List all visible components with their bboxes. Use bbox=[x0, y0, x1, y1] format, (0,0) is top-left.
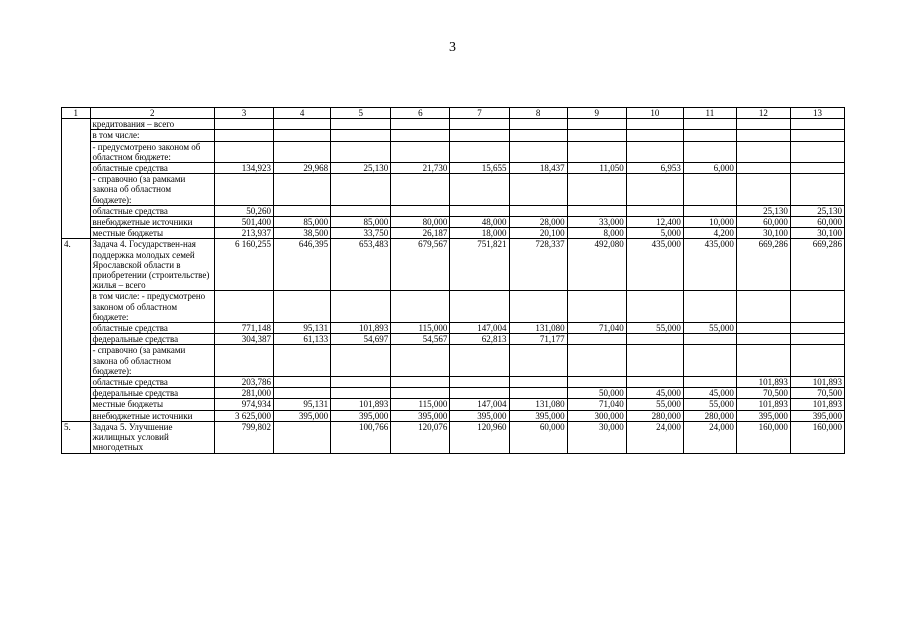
value-cell: 29,968 bbox=[274, 163, 331, 174]
value-cell: 30,000 bbox=[567, 421, 626, 453]
value-cell: 974,934 bbox=[214, 399, 273, 410]
value-cell bbox=[790, 291, 844, 323]
value-cell: 30,100 bbox=[736, 228, 790, 239]
row-label-cell: федеральные средства bbox=[90, 334, 214, 345]
value-cell: 3 625,000 bbox=[214, 410, 273, 421]
value-cell bbox=[450, 388, 509, 399]
value-cell: 160,000 bbox=[790, 421, 844, 453]
value-cell bbox=[331, 377, 391, 388]
value-cell: 54,697 bbox=[331, 334, 391, 345]
table-row bbox=[62, 399, 845, 410]
column-header: 12 bbox=[736, 108, 790, 119]
value-cell: 395,000 bbox=[331, 410, 391, 421]
value-cell: 395,000 bbox=[790, 410, 844, 421]
value-cell bbox=[790, 334, 844, 345]
value-cell bbox=[274, 345, 331, 377]
value-cell: 492,080 bbox=[567, 239, 626, 291]
value-cell: 55,000 bbox=[683, 323, 736, 334]
row-label-cell: в том числе: bbox=[90, 130, 214, 141]
value-cell bbox=[274, 119, 331, 130]
row-label-cell: кредитования – всего bbox=[90, 119, 214, 130]
column-header: 6 bbox=[391, 108, 450, 119]
value-cell: 61,133 bbox=[274, 334, 331, 345]
value-cell bbox=[391, 377, 450, 388]
value-cell bbox=[450, 119, 509, 130]
value-cell: 55,000 bbox=[683, 399, 736, 410]
value-cell bbox=[626, 377, 683, 388]
table-row bbox=[62, 119, 845, 130]
value-cell: 160,000 bbox=[736, 421, 790, 453]
value-cell: 101,893 bbox=[331, 323, 391, 334]
value-cell: 18,437 bbox=[509, 163, 567, 174]
value-cell bbox=[683, 291, 736, 323]
value-cell bbox=[450, 377, 509, 388]
value-cell: 280,000 bbox=[683, 410, 736, 421]
value-cell: 101,893 bbox=[736, 377, 790, 388]
value-cell: 395,000 bbox=[274, 410, 331, 421]
table-row bbox=[62, 217, 845, 228]
value-cell: 101,893 bbox=[331, 399, 391, 410]
column-header: 5 bbox=[331, 108, 391, 119]
value-cell bbox=[274, 421, 331, 453]
value-cell: 45,000 bbox=[626, 388, 683, 399]
table-row bbox=[62, 388, 845, 399]
value-cell bbox=[683, 119, 736, 130]
value-cell bbox=[509, 291, 567, 323]
table-row bbox=[62, 163, 845, 174]
value-cell: 55,000 bbox=[626, 323, 683, 334]
table-row bbox=[62, 228, 845, 239]
value-cell bbox=[274, 388, 331, 399]
value-cell bbox=[736, 174, 790, 206]
value-cell: 95,131 bbox=[274, 399, 331, 410]
value-cell: 60,000 bbox=[736, 217, 790, 228]
value-cell bbox=[626, 119, 683, 130]
value-cell bbox=[626, 205, 683, 216]
value-cell: 101,893 bbox=[790, 377, 844, 388]
value-cell: 115,000 bbox=[391, 323, 450, 334]
value-cell: 280,000 bbox=[626, 410, 683, 421]
value-cell bbox=[450, 130, 509, 141]
value-cell: 25,130 bbox=[790, 205, 844, 216]
value-cell: 15,655 bbox=[450, 163, 509, 174]
row-label-cell: местные бюджеты bbox=[90, 228, 214, 239]
value-cell: 10,000 bbox=[683, 217, 736, 228]
value-cell: 646,395 bbox=[274, 239, 331, 291]
table-header-row bbox=[62, 108, 845, 119]
value-cell bbox=[567, 141, 626, 162]
value-cell bbox=[274, 174, 331, 206]
column-header: 10 bbox=[626, 108, 683, 119]
value-cell bbox=[450, 291, 509, 323]
value-cell bbox=[567, 291, 626, 323]
value-cell bbox=[736, 291, 790, 323]
value-cell bbox=[391, 205, 450, 216]
value-cell: 26,187 bbox=[391, 228, 450, 239]
column-header: 11 bbox=[683, 108, 736, 119]
value-cell bbox=[790, 141, 844, 162]
value-cell: 395,000 bbox=[509, 410, 567, 421]
value-cell bbox=[683, 345, 736, 377]
row-label-cell: областные средства bbox=[90, 377, 214, 388]
value-cell bbox=[736, 323, 790, 334]
value-cell bbox=[509, 119, 567, 130]
value-cell: 18,000 bbox=[450, 228, 509, 239]
column-header: 7 bbox=[450, 108, 509, 119]
value-cell: 33,000 bbox=[567, 217, 626, 228]
value-cell bbox=[214, 291, 273, 323]
table-row bbox=[62, 323, 845, 334]
value-cell bbox=[567, 377, 626, 388]
value-cell bbox=[391, 388, 450, 399]
value-cell: 11,050 bbox=[567, 163, 626, 174]
value-cell: 71,040 bbox=[567, 399, 626, 410]
value-cell: 395,000 bbox=[736, 410, 790, 421]
value-cell: 8,000 bbox=[567, 228, 626, 239]
value-cell: 300,000 bbox=[567, 410, 626, 421]
value-cell: 55,000 bbox=[626, 399, 683, 410]
value-cell: 33,750 bbox=[331, 228, 391, 239]
row-label-cell: федеральные средства bbox=[90, 388, 214, 399]
value-cell: 115,000 bbox=[391, 399, 450, 410]
value-cell bbox=[274, 130, 331, 141]
value-cell bbox=[790, 163, 844, 174]
value-cell bbox=[736, 345, 790, 377]
value-cell bbox=[567, 345, 626, 377]
row-number-cell: 5. bbox=[62, 421, 91, 453]
value-cell: 435,000 bbox=[626, 239, 683, 291]
row-label-cell: областные средства bbox=[90, 163, 214, 174]
value-cell bbox=[509, 174, 567, 206]
table-row bbox=[62, 377, 845, 388]
value-cell bbox=[509, 141, 567, 162]
value-cell: 20,100 bbox=[509, 228, 567, 239]
table-row bbox=[62, 130, 845, 141]
value-cell bbox=[214, 345, 273, 377]
value-cell: 80,000 bbox=[391, 217, 450, 228]
row-label-cell: внебюджетные источники bbox=[90, 217, 214, 228]
value-cell: 60,000 bbox=[790, 217, 844, 228]
row-label-cell: местные бюджеты bbox=[90, 399, 214, 410]
value-cell bbox=[391, 174, 450, 206]
value-cell bbox=[567, 334, 626, 345]
value-cell bbox=[214, 119, 273, 130]
value-cell bbox=[790, 174, 844, 206]
column-header: 4 bbox=[274, 108, 331, 119]
column-header: 8 bbox=[509, 108, 567, 119]
value-cell bbox=[790, 130, 844, 141]
column-header: 3 bbox=[214, 108, 273, 119]
value-cell bbox=[736, 119, 790, 130]
value-cell bbox=[450, 174, 509, 206]
value-cell: 71,177 bbox=[509, 334, 567, 345]
value-cell bbox=[509, 388, 567, 399]
value-cell bbox=[626, 345, 683, 377]
value-cell bbox=[683, 130, 736, 141]
value-cell bbox=[331, 174, 391, 206]
row-label-cell: внебюджетные источники bbox=[90, 410, 214, 421]
table-row bbox=[62, 421, 845, 453]
value-cell bbox=[274, 291, 331, 323]
value-cell: 134,923 bbox=[214, 163, 273, 174]
table-row bbox=[62, 205, 845, 216]
column-header: 1 bbox=[62, 108, 91, 119]
value-cell: 751,821 bbox=[450, 239, 509, 291]
value-cell: 70,500 bbox=[736, 388, 790, 399]
value-cell: 95,131 bbox=[274, 323, 331, 334]
column-header: 9 bbox=[567, 108, 626, 119]
value-cell bbox=[214, 130, 273, 141]
row-number-cell bbox=[62, 119, 91, 239]
value-cell: 101,893 bbox=[790, 399, 844, 410]
value-cell: 62,813 bbox=[450, 334, 509, 345]
value-cell: 653,483 bbox=[331, 239, 391, 291]
value-cell: 25,130 bbox=[736, 205, 790, 216]
value-cell bbox=[509, 205, 567, 216]
value-cell: 5,000 bbox=[626, 228, 683, 239]
table-row bbox=[62, 334, 845, 345]
value-cell bbox=[736, 163, 790, 174]
value-cell bbox=[331, 388, 391, 399]
value-cell bbox=[509, 130, 567, 141]
value-cell: 21,730 bbox=[391, 163, 450, 174]
value-cell: 131,080 bbox=[509, 323, 567, 334]
value-cell bbox=[450, 345, 509, 377]
value-cell bbox=[391, 130, 450, 141]
value-cell: 45,000 bbox=[683, 388, 736, 399]
value-cell: 799,802 bbox=[214, 421, 273, 453]
value-cell: 6,000 bbox=[683, 163, 736, 174]
value-cell: 120,076 bbox=[391, 421, 450, 453]
value-cell: 6 160,255 bbox=[214, 239, 273, 291]
value-cell bbox=[736, 334, 790, 345]
value-cell bbox=[274, 377, 331, 388]
value-cell bbox=[214, 141, 273, 162]
value-cell: 669,286 bbox=[736, 239, 790, 291]
value-cell: 147,004 bbox=[450, 399, 509, 410]
value-cell bbox=[391, 141, 450, 162]
value-cell bbox=[331, 205, 391, 216]
column-header: 2 bbox=[90, 108, 214, 119]
value-cell: 395,000 bbox=[391, 410, 450, 421]
value-cell bbox=[790, 323, 844, 334]
value-cell bbox=[331, 130, 391, 141]
value-cell: 24,000 bbox=[626, 421, 683, 453]
value-cell: 395,000 bbox=[450, 410, 509, 421]
row-label-cell: Задача 5. Улучшение жилищных условий многодетных bbox=[90, 421, 214, 453]
table-row bbox=[62, 174, 845, 206]
value-cell: 24,000 bbox=[683, 421, 736, 453]
value-cell bbox=[683, 141, 736, 162]
value-cell: 50,000 bbox=[567, 388, 626, 399]
value-cell bbox=[626, 141, 683, 162]
value-cell: 669,286 bbox=[790, 239, 844, 291]
value-cell: 85,000 bbox=[274, 217, 331, 228]
value-cell: 131,080 bbox=[509, 399, 567, 410]
value-cell: 304,387 bbox=[214, 334, 273, 345]
value-cell: 48,000 bbox=[450, 217, 509, 228]
value-cell bbox=[683, 377, 736, 388]
value-cell bbox=[509, 345, 567, 377]
value-cell bbox=[626, 130, 683, 141]
table-row bbox=[62, 239, 845, 291]
value-cell bbox=[567, 119, 626, 130]
value-cell: 435,000 bbox=[683, 239, 736, 291]
value-cell: 501,400 bbox=[214, 217, 273, 228]
value-cell bbox=[214, 174, 273, 206]
value-cell: 30,100 bbox=[790, 228, 844, 239]
value-cell: 771,148 bbox=[214, 323, 273, 334]
row-label-cell: в том числе: - предусмотрено законом об областном бюджете: bbox=[90, 291, 214, 323]
value-cell bbox=[331, 141, 391, 162]
value-cell bbox=[626, 334, 683, 345]
value-cell bbox=[683, 174, 736, 206]
page-number: 3 bbox=[449, 40, 456, 55]
value-cell bbox=[736, 130, 790, 141]
value-cell bbox=[509, 377, 567, 388]
table-row bbox=[62, 345, 845, 377]
value-cell bbox=[790, 119, 844, 130]
value-cell: 38,500 bbox=[274, 228, 331, 239]
value-cell bbox=[331, 345, 391, 377]
value-cell bbox=[391, 119, 450, 130]
value-cell bbox=[391, 345, 450, 377]
value-cell bbox=[450, 205, 509, 216]
row-label-cell: - справочно (за рамками закона об областном бюджете): bbox=[90, 174, 214, 206]
value-cell bbox=[450, 141, 509, 162]
value-cell bbox=[567, 205, 626, 216]
value-cell: 25,130 bbox=[331, 163, 391, 174]
value-cell: 281,000 bbox=[214, 388, 273, 399]
value-cell: 120,960 bbox=[450, 421, 509, 453]
value-cell: 60,000 bbox=[509, 421, 567, 453]
value-cell bbox=[683, 205, 736, 216]
value-cell: 70,500 bbox=[790, 388, 844, 399]
row-number-cell: 4. bbox=[62, 239, 91, 421]
value-cell bbox=[567, 130, 626, 141]
value-cell bbox=[790, 345, 844, 377]
row-label-cell: Задача 4. Государствен-ная поддержка молодых семей Ярославской области в приобретении (строительстве) жилья – всего bbox=[90, 239, 214, 291]
value-cell: 6,953 bbox=[626, 163, 683, 174]
value-cell: 4,200 bbox=[683, 228, 736, 239]
value-cell: 728,337 bbox=[509, 239, 567, 291]
value-cell bbox=[274, 205, 331, 216]
value-cell: 101,893 bbox=[736, 399, 790, 410]
value-cell: 54,567 bbox=[391, 334, 450, 345]
value-cell: 28,000 bbox=[509, 217, 567, 228]
row-label-cell: областные средства bbox=[90, 205, 214, 216]
value-cell bbox=[331, 291, 391, 323]
value-cell: 203,786 bbox=[214, 377, 273, 388]
value-cell: 213,937 bbox=[214, 228, 273, 239]
table-row bbox=[62, 291, 845, 323]
column-header: 13 bbox=[790, 108, 844, 119]
value-cell bbox=[626, 174, 683, 206]
value-cell: 85,000 bbox=[331, 217, 391, 228]
table-row bbox=[62, 410, 845, 421]
row-label-cell: - справочно (за рамками закона об областном бюджете): bbox=[90, 345, 214, 377]
value-cell bbox=[567, 174, 626, 206]
value-cell: 71,040 bbox=[567, 323, 626, 334]
row-label-cell: - предусмотрено законом об областном бюджете: bbox=[90, 141, 214, 162]
value-cell bbox=[683, 334, 736, 345]
value-cell: 147,004 bbox=[450, 323, 509, 334]
value-cell: 100,766 bbox=[331, 421, 391, 453]
value-cell: 50,260 bbox=[214, 205, 273, 216]
table-row bbox=[62, 141, 845, 162]
value-cell: 12,400 bbox=[626, 217, 683, 228]
value-cell bbox=[331, 119, 391, 130]
row-label-cell: областные средства bbox=[90, 323, 214, 334]
value-cell bbox=[274, 141, 331, 162]
value-cell bbox=[736, 141, 790, 162]
budget-table bbox=[61, 107, 845, 454]
value-cell bbox=[626, 291, 683, 323]
value-cell: 679,567 bbox=[391, 239, 450, 291]
value-cell bbox=[391, 291, 450, 323]
